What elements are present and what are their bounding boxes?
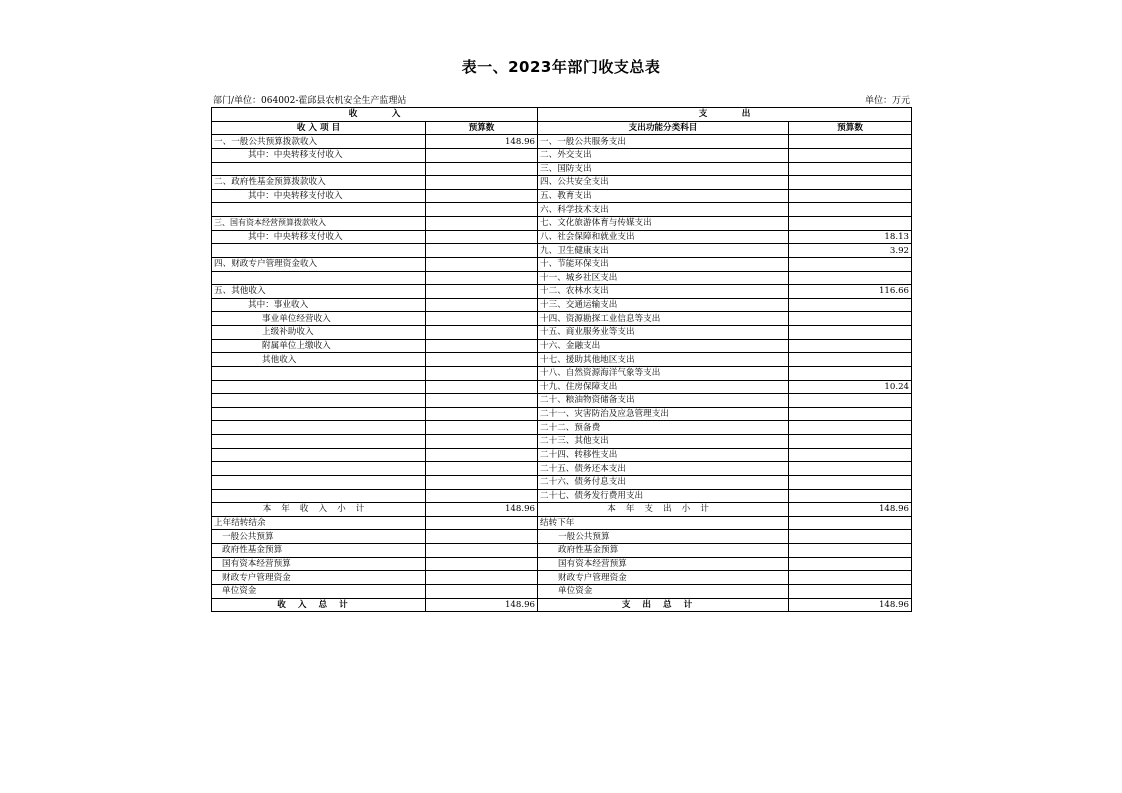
income-value bbox=[426, 339, 538, 353]
expense-item: 二十六、债务付息支出 bbox=[538, 475, 789, 489]
carry-expense-value bbox=[789, 584, 912, 598]
table-row bbox=[212, 271, 912, 285]
carry-expense-item: 国有资本经营预算 bbox=[538, 557, 789, 571]
carry-income-value bbox=[426, 530, 538, 544]
expense-value bbox=[789, 312, 912, 326]
expense-value bbox=[789, 394, 912, 408]
carry-expense-value bbox=[789, 516, 912, 530]
carry-expense-value bbox=[789, 544, 912, 558]
expense-item: 三、国防支出 bbox=[538, 162, 789, 176]
table-row bbox=[212, 435, 912, 449]
carry-row bbox=[212, 516, 912, 530]
income-item bbox=[212, 244, 426, 258]
table-row bbox=[212, 298, 912, 312]
carry-income-value bbox=[426, 516, 538, 530]
expense-value: 3.92 bbox=[789, 244, 912, 258]
table-row bbox=[212, 257, 912, 271]
expense-value bbox=[789, 366, 912, 380]
carry-expense-value bbox=[789, 557, 912, 571]
income-value bbox=[426, 176, 538, 190]
expense-item: 二十三、其他支出 bbox=[538, 435, 789, 449]
expense-item: 十二、农林水支出 bbox=[538, 285, 789, 299]
expense-item: 二十二、预备费 bbox=[538, 421, 789, 435]
income-value bbox=[426, 189, 538, 203]
carry-expense-item: 一般公共预算 bbox=[538, 530, 789, 544]
income-header: 收 入 bbox=[212, 108, 538, 122]
income-value bbox=[426, 298, 538, 312]
income-budget-header: 预算数 bbox=[426, 121, 538, 135]
income-item bbox=[212, 489, 426, 503]
header-row-group bbox=[212, 108, 912, 122]
table-row bbox=[212, 489, 912, 503]
income-item: 五、其他收入 bbox=[212, 285, 426, 299]
table-row bbox=[212, 366, 912, 380]
income-item-header: 收 入 项 目 bbox=[212, 121, 426, 135]
expense-item: 二、外交支出 bbox=[538, 148, 789, 162]
expense-value bbox=[789, 407, 912, 421]
page-title: 表一、2023年部门收支总表 bbox=[461, 58, 661, 76]
table-row bbox=[212, 380, 912, 394]
income-item bbox=[212, 421, 426, 435]
carry-row bbox=[212, 557, 912, 571]
table-row bbox=[212, 230, 912, 244]
income-item: 附属单位上缴收入 bbox=[212, 339, 426, 353]
table-row bbox=[212, 148, 912, 162]
expense-value bbox=[789, 257, 912, 271]
carry-income-value bbox=[426, 584, 538, 598]
income-value bbox=[426, 435, 538, 449]
carry-row bbox=[212, 584, 912, 598]
expense-item: 十五、商业服务业等支出 bbox=[538, 326, 789, 340]
income-value bbox=[426, 285, 538, 299]
income-value bbox=[426, 489, 538, 503]
carry-income-value bbox=[426, 544, 538, 558]
income-value bbox=[426, 326, 538, 340]
subtotal-row bbox=[212, 503, 912, 517]
expense-value bbox=[789, 489, 912, 503]
income-value bbox=[426, 312, 538, 326]
income-item bbox=[212, 380, 426, 394]
table-row bbox=[212, 326, 912, 340]
income-value bbox=[426, 230, 538, 244]
expense-item: 二十、粮油物资储备支出 bbox=[538, 394, 789, 408]
income-value bbox=[426, 407, 538, 421]
expense-value bbox=[789, 353, 912, 367]
income-value: 148.96 bbox=[426, 135, 538, 149]
carry-row bbox=[212, 544, 912, 558]
income-item bbox=[212, 271, 426, 285]
table-row bbox=[212, 162, 912, 176]
carry-income-item: 上年结转结余 bbox=[212, 516, 426, 530]
income-value bbox=[426, 203, 538, 217]
income-item bbox=[212, 475, 426, 489]
expense-item: 十七、援助其他地区支出 bbox=[538, 353, 789, 367]
expense-value bbox=[789, 448, 912, 462]
income-item bbox=[212, 203, 426, 217]
income-subtotal-value: 148.96 bbox=[426, 503, 538, 517]
expense-value: 10.24 bbox=[789, 380, 912, 394]
expense-value bbox=[789, 339, 912, 353]
expense-total-value: 148.96 bbox=[789, 598, 912, 612]
table-row bbox=[212, 203, 912, 217]
expense-item: 六、科学技术支出 bbox=[538, 203, 789, 217]
income-item: 二、政府性基金预算拨款收入 bbox=[212, 176, 426, 190]
expense-value bbox=[789, 203, 912, 217]
expense-item: 十六、金融支出 bbox=[538, 339, 789, 353]
expense-value bbox=[789, 176, 912, 190]
expense-value: 116.66 bbox=[789, 285, 912, 299]
expense-item: 十九、住房保障支出 bbox=[538, 380, 789, 394]
expense-item: 二十五、债务还本支出 bbox=[538, 462, 789, 476]
department-label: 部门/单位：064002-霍邱县农机安全生产监理站 bbox=[213, 96, 407, 106]
income-item: 四、财政专户管理资金收入 bbox=[212, 257, 426, 271]
expense-budget-header: 预算数 bbox=[789, 121, 912, 135]
expense-value bbox=[789, 189, 912, 203]
income-value bbox=[426, 394, 538, 408]
table-row bbox=[212, 189, 912, 203]
expense-value bbox=[789, 217, 912, 231]
income-item: 其中：中央转移支付收入 bbox=[212, 148, 426, 162]
income-value bbox=[426, 148, 538, 162]
expense-item: 十一、城乡社区支出 bbox=[538, 271, 789, 285]
carry-income-item: 政府性基金预算 bbox=[212, 544, 426, 558]
table-row bbox=[212, 176, 912, 190]
income-item bbox=[212, 462, 426, 476]
income-total-value: 148.96 bbox=[426, 598, 538, 612]
income-value bbox=[426, 257, 538, 271]
carry-row bbox=[212, 530, 912, 544]
expense-value bbox=[789, 421, 912, 435]
income-subtotal-label: 本年收入小计 bbox=[212, 503, 426, 517]
expense-item: 十八、自然资源海洋气象等支出 bbox=[538, 366, 789, 380]
table-row bbox=[212, 135, 912, 149]
income-value bbox=[426, 244, 538, 258]
income-item bbox=[212, 394, 426, 408]
expense-value: 18.13 bbox=[789, 230, 912, 244]
unit-label: 单位：万元 bbox=[864, 96, 910, 106]
expense-value bbox=[789, 162, 912, 176]
table-row bbox=[212, 312, 912, 326]
table-row bbox=[212, 448, 912, 462]
table-row bbox=[212, 421, 912, 435]
budget-table bbox=[211, 107, 912, 612]
carry-income-value bbox=[426, 571, 538, 585]
carry-income-item: 单位资金 bbox=[212, 584, 426, 598]
carry-expense-item: 政府性基金预算 bbox=[538, 544, 789, 558]
table-row bbox=[212, 285, 912, 299]
table-row bbox=[212, 407, 912, 421]
expense-item: 十四、资源勘探工业信息等支出 bbox=[538, 312, 789, 326]
expense-value bbox=[789, 326, 912, 340]
expense-item: 九、卫生健康支出 bbox=[538, 244, 789, 258]
expense-value bbox=[789, 298, 912, 312]
expense-item: 十、节能环保支出 bbox=[538, 257, 789, 271]
expense-item: 二十一、灾害防治及应急管理支出 bbox=[538, 407, 789, 421]
income-item: 三、国有资本经营预算拨款收入 bbox=[212, 217, 426, 231]
expense-subtotal-value: 148.96 bbox=[789, 503, 912, 517]
expense-item: 二十七、债务发行费用支出 bbox=[538, 489, 789, 503]
expense-total-label: 支出总计 bbox=[538, 598, 789, 612]
expense-item-header: 支出功能分类科目 bbox=[538, 121, 789, 135]
expense-subtotal-label: 本年支出小计 bbox=[538, 503, 789, 517]
carry-income-item: 一般公共预算 bbox=[212, 530, 426, 544]
expense-header: 支 出 bbox=[538, 108, 912, 122]
carry-expense-item: 结转下年 bbox=[538, 516, 789, 530]
income-item bbox=[212, 162, 426, 176]
income-item: 事业单位经营收入 bbox=[212, 312, 426, 326]
carry-expense-value bbox=[789, 571, 912, 585]
income-item bbox=[212, 407, 426, 421]
income-item bbox=[212, 366, 426, 380]
carry-income-value bbox=[426, 557, 538, 571]
table-row bbox=[212, 353, 912, 367]
carry-income-item: 财政专户管理资金 bbox=[212, 571, 426, 585]
income-item bbox=[212, 435, 426, 449]
total-row bbox=[212, 598, 912, 612]
expense-item: 四、公共安全支出 bbox=[538, 176, 789, 190]
income-value bbox=[426, 162, 538, 176]
expense-item: 十三、交通运输支出 bbox=[538, 298, 789, 312]
income-value bbox=[426, 380, 538, 394]
income-value bbox=[426, 421, 538, 435]
carry-expense-value bbox=[789, 530, 912, 544]
expense-item: 八、社会保障和就业支出 bbox=[538, 230, 789, 244]
carry-expense-item: 财政专户管理资金 bbox=[538, 571, 789, 585]
income-value bbox=[426, 462, 538, 476]
table-row bbox=[212, 475, 912, 489]
expense-item: 五、教育支出 bbox=[538, 189, 789, 203]
income-value bbox=[426, 448, 538, 462]
expense-value bbox=[789, 475, 912, 489]
expense-value bbox=[789, 135, 912, 149]
income-value bbox=[426, 353, 538, 367]
income-item: 其中：事业收入 bbox=[212, 298, 426, 312]
expense-value bbox=[789, 148, 912, 162]
expense-item: 二十四、转移性支出 bbox=[538, 448, 789, 462]
income-item: 一、一般公共预算拨款收入 bbox=[212, 135, 426, 149]
header-row-columns bbox=[212, 121, 912, 135]
expense-value bbox=[789, 462, 912, 476]
carry-row bbox=[212, 571, 912, 585]
expense-item: 一、一般公共服务支出 bbox=[538, 135, 789, 149]
income-total-label: 收入总计 bbox=[212, 598, 426, 612]
income-item: 上级补助收入 bbox=[212, 326, 426, 340]
expense-value bbox=[789, 271, 912, 285]
income-value bbox=[426, 366, 538, 380]
carry-expense-item: 单位资金 bbox=[538, 584, 789, 598]
expense-item: 七、文化旅游体育与传媒支出 bbox=[538, 217, 789, 231]
income-item: 其他收入 bbox=[212, 353, 426, 367]
income-value bbox=[426, 475, 538, 489]
income-item: 其中：中央转移支付收入 bbox=[212, 189, 426, 203]
table-row bbox=[212, 217, 912, 231]
income-value bbox=[426, 217, 538, 231]
income-item: 其中：中央转移支付收入 bbox=[212, 230, 426, 244]
table-row bbox=[212, 462, 912, 476]
income-value bbox=[426, 271, 538, 285]
income-item bbox=[212, 448, 426, 462]
table-row bbox=[212, 244, 912, 258]
carry-income-item: 国有资本经营预算 bbox=[212, 557, 426, 571]
expense-value bbox=[789, 435, 912, 449]
table-row bbox=[212, 339, 912, 353]
table-row bbox=[212, 394, 912, 408]
